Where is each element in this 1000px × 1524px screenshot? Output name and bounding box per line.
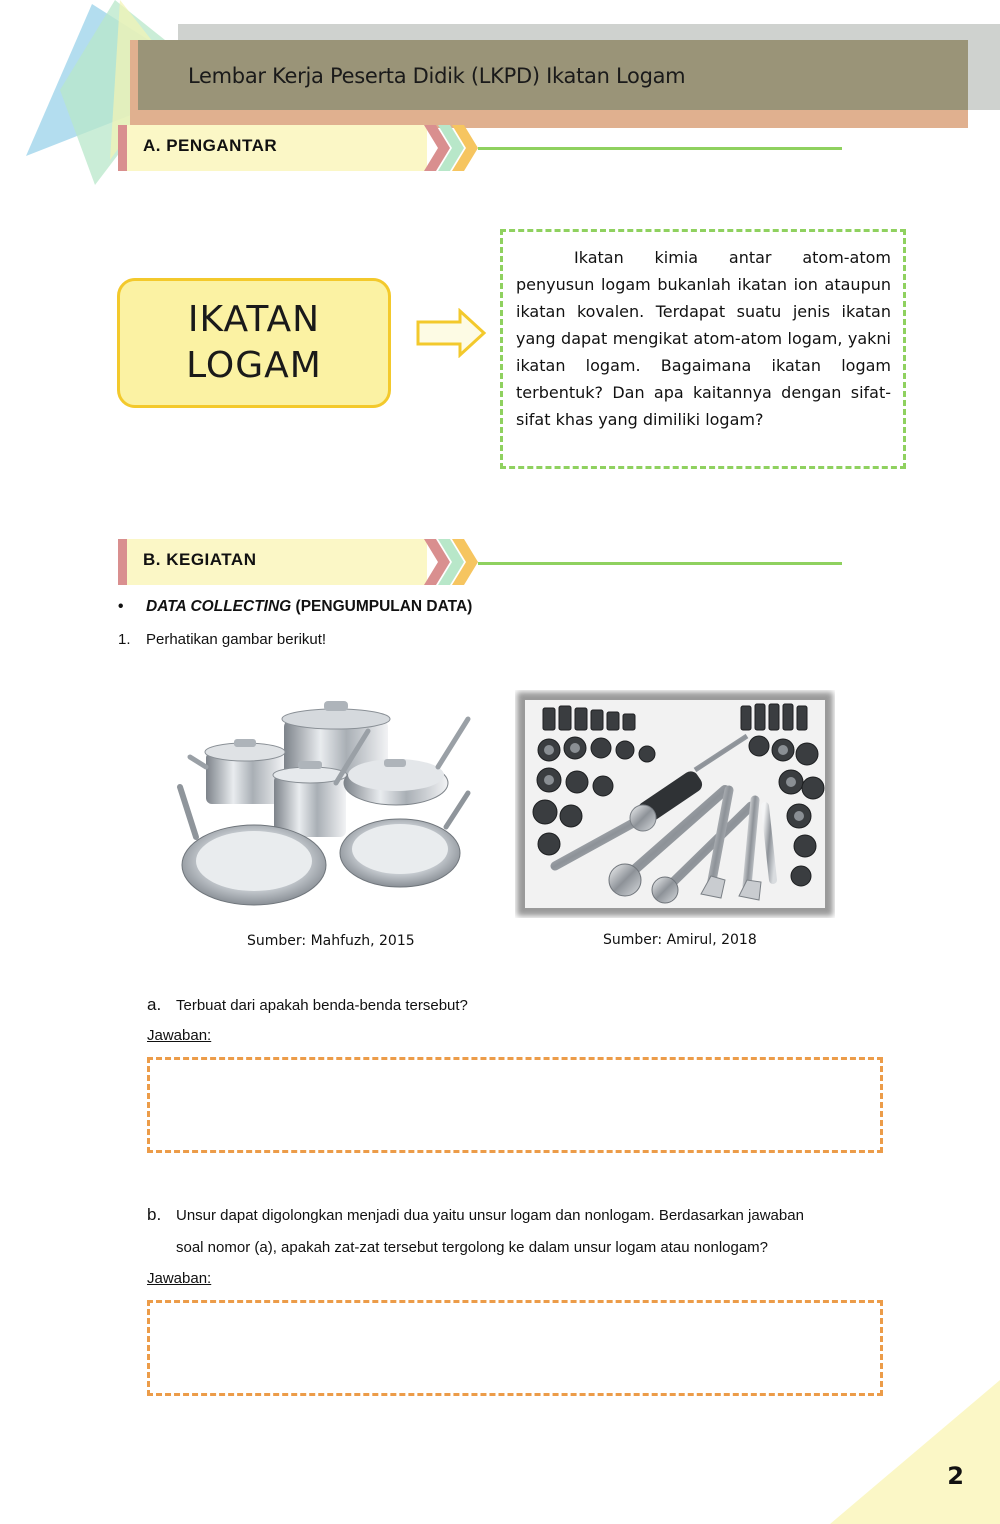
section-b-line [478, 562, 842, 565]
toolset-image [515, 690, 835, 918]
footer-decoration [830, 1380, 1000, 1524]
page-number: 2 [947, 1462, 964, 1490]
question-b-line1-row [147, 1205, 887, 1225]
activity-item-number: 1. [118, 631, 131, 648]
activity-bullet-italic: DATA COLLECTING [146, 598, 292, 615]
topic-title-line2: LOGAM [186, 345, 322, 386]
section-b-accent [118, 539, 127, 585]
activity-item [118, 631, 326, 648]
caption-left: Sumber: Mahfuzh, 2015 [247, 933, 415, 949]
worksheet-title: Lembar Kerja Peserta Didik (LKPD) Ikatan Logam [188, 64, 686, 88]
question-a [147, 995, 468, 1015]
question-b-line1: Unsur dapat digolongkan menjadi dua yaitu unsur logam dan nonlogam. Berdasarkan jawaban [176, 1207, 804, 1224]
topic-title [186, 297, 322, 389]
section-b-chevrons [424, 539, 484, 585]
answer-a-field[interactable] [147, 1057, 883, 1153]
question-b-line2: soal nomor (a), apakah zat-zat tersebut tergolong ke dalam unsur logam atau nonlogam? [176, 1239, 769, 1256]
topic-title-box [117, 278, 391, 408]
activity-bullet [118, 598, 472, 616]
activity-bullet-rest: (PENGUMPULAN DATA) [291, 598, 473, 615]
activity-item-text: Perhatikan gambar berikut! [146, 631, 327, 648]
topic-title-line1: IKATAN [187, 299, 321, 340]
question-b [147, 1205, 887, 1256]
intro-paragraph: Ikatan kimia antar atom-atom penyusun logam bukanlah ikatan ion ataupun ikatan kovalen. Terdapat suatu jenis ikatan yang dapat mengikat atom-atom logam, yakni ikatan logam. Bagaimana ikatan logam terbentuk? Dan apa kaitannya dengan sifat-sifat khas yang dimiliki logam? [516, 248, 891, 429]
section-a-line [478, 147, 842, 150]
question-b-marker: b. [147, 1205, 162, 1224]
answer-b-field[interactable] [147, 1300, 883, 1396]
section-a-chevrons [424, 125, 484, 171]
question-a-text: Terbuat dari apakah benda-benda tersebut? [176, 997, 468, 1014]
intro-paragraph-box [500, 229, 906, 469]
section-a-heading: A. PENGANTAR [143, 136, 278, 155]
right-arrow-icon [416, 308, 488, 358]
cookware-image [176, 697, 476, 912]
caption-right: Sumber: Amirul, 2018 [603, 932, 757, 948]
answer-a-label: Jawaban: [147, 1027, 212, 1044]
question-a-marker: a. [147, 995, 162, 1014]
section-a-accent [118, 125, 127, 171]
answer-b-label: Jawaban: [147, 1270, 212, 1287]
bullet-dot-icon: • [118, 598, 124, 615]
section-b-heading: B. KEGIATAN [143, 550, 257, 569]
